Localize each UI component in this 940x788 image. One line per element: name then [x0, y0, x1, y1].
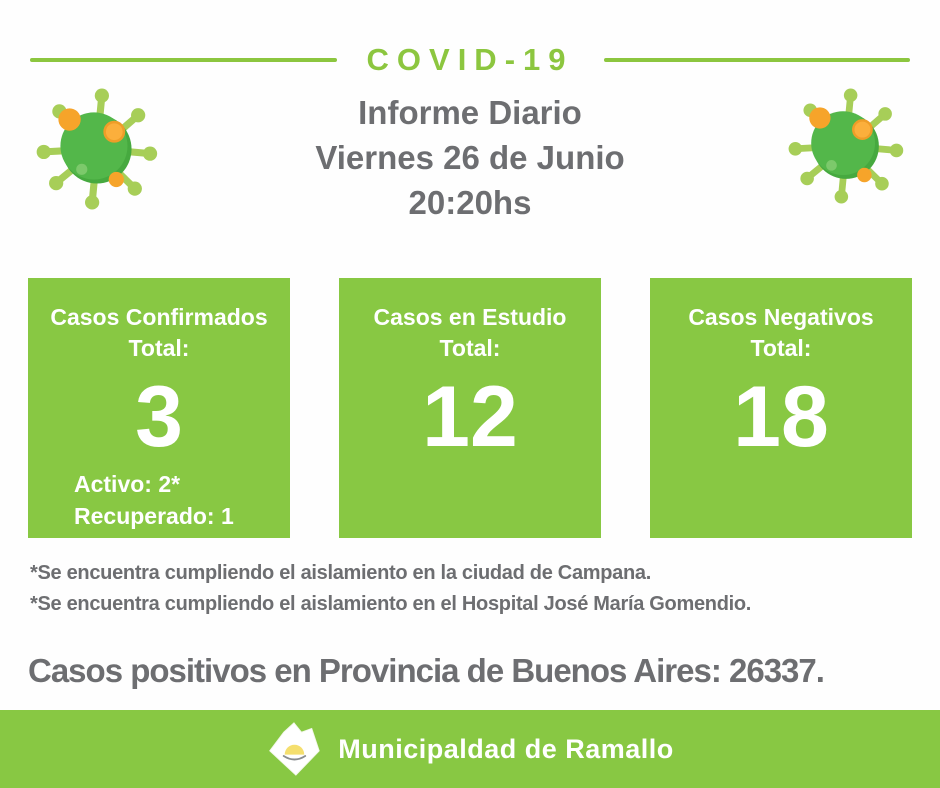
negative-total-value: 18 — [733, 369, 829, 465]
footnotes-block — [30, 558, 920, 620]
virus-orange-dot — [105, 122, 124, 141]
card-title-text: Casos Confirmados — [50, 304, 268, 330]
card-confirmed-cases — [28, 278, 290, 538]
ramallo-municipality-logo-icon — [266, 720, 322, 778]
stats-cards-row — [28, 278, 912, 538]
footer-org-name: Municipaldad de Ramallo — [338, 733, 674, 764]
province-positive-cases-line: Casos positivos en Provincia de Buenos Aires: 26337. — [28, 652, 824, 689]
virus-orange-blob — [58, 108, 80, 130]
card-title — [28, 302, 290, 364]
card-total-label: Total: — [439, 335, 501, 361]
card-total-label: Total: — [750, 335, 812, 361]
report-date: Viernes 26 de Junio — [315, 139, 625, 176]
card-title — [339, 302, 601, 364]
right-rule — [604, 58, 911, 62]
card-title — [650, 302, 912, 364]
card-total-label: Total: — [128, 335, 190, 361]
active-cases-line: Activo: 2* — [74, 471, 181, 497]
recovered-cases-line: Recuperado: 1 — [74, 503, 234, 529]
card-cases-under-study — [339, 278, 601, 538]
header — [30, 42, 910, 78]
report-time: 20:20hs — [408, 184, 532, 221]
report-name: Informe Diario — [358, 94, 582, 131]
left-rule — [30, 58, 337, 62]
footnote-hospital: *Se encuentra cumpliendo el aislamiento en el Hospital José María Gomendio. — [30, 593, 752, 615]
under-study-total-value: 12 — [422, 369, 518, 465]
card-negative-cases — [650, 278, 912, 538]
footnote-campana: *Se encuentra cumpliendo el aislamiento en la ciudad de Campana. — [30, 562, 651, 584]
virus-orange-dot-small — [109, 172, 124, 187]
card-title-text: Casos Negativos — [688, 304, 874, 330]
virus-green-dot — [76, 164, 87, 175]
page-title: COVID-19 — [366, 42, 574, 77]
card-title-text: Casos en Estudio — [373, 304, 567, 330]
virus-icon — [36, 86, 158, 212]
footer-bar — [0, 710, 940, 788]
card-detail-lines — [28, 468, 290, 532]
confirmed-total-value: 3 — [135, 369, 183, 465]
virus-icon — [788, 86, 904, 206]
